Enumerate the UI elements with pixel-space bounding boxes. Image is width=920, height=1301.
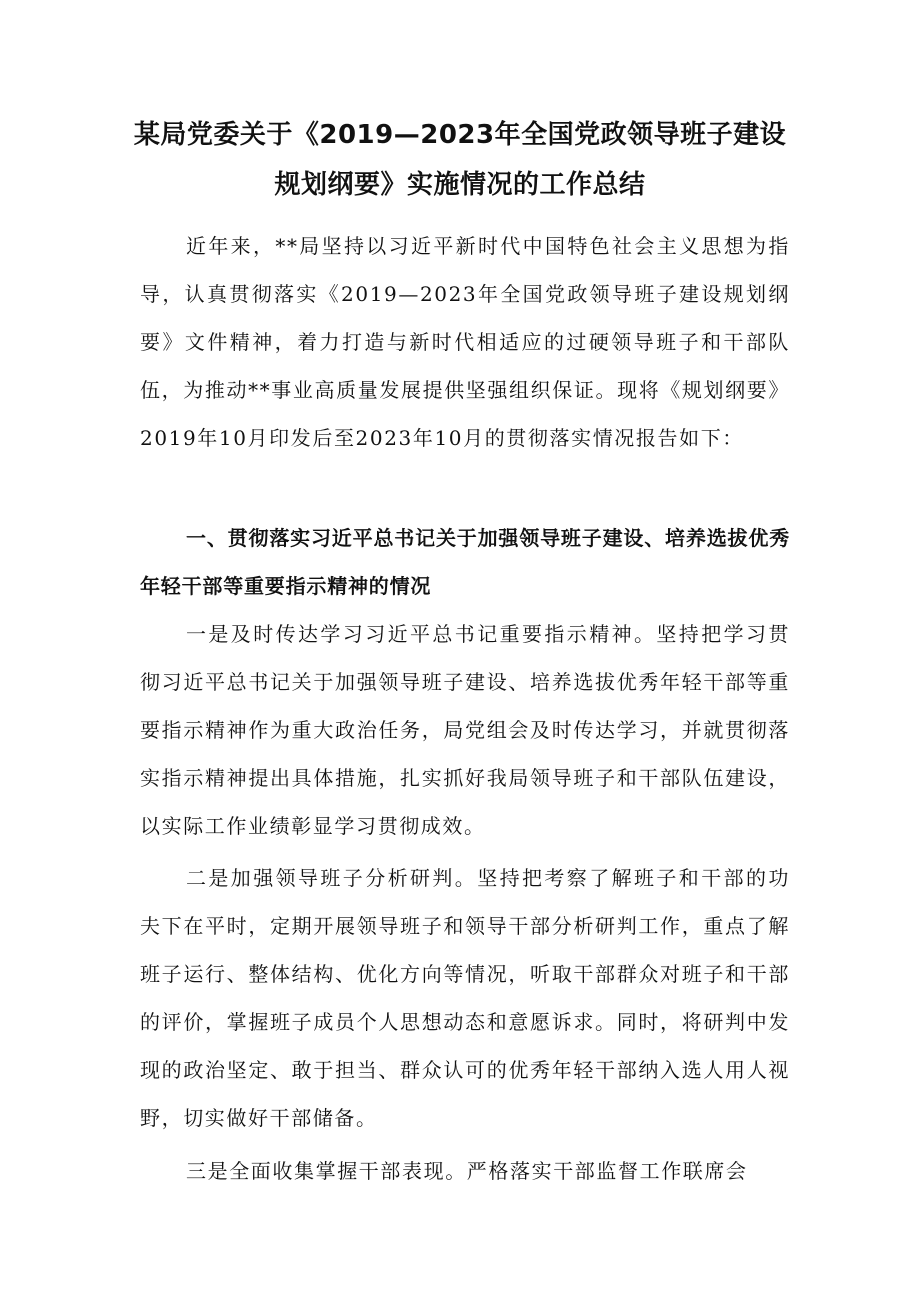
paragraph-1: 一是及时传达学习习近平总书记重要指示精神。坚持把学习贯彻习近平总书记关于加强领导班子建设、培养选拔优秀年轻干部等重要指示精神作为重大政治任务，局党组会及时传达学习，并就贯彻落实指示精神提出具体措施，扎实抓好我局领导班子和干部队伍建设，以实际工作业绩彰显学习贯彻成效。 [140, 622, 790, 838]
intro-paragraph: 近年来，**局坚持以习近平新时代中国特色社会主义思想为指导，认真贯彻落实《2019—2023年全国党政领导班子建设规划纲要》文件精神，着力打造与新时代相适应的过硬领导班子和干部队伍，为推动**事业高质量发展提供坚强组织保证。现将《规划纲要》2019年10月印发后至2023年10月的贯彻落实情况报告如下： [140, 234, 790, 450]
title-line-1: 某局党委关于《2019—2023年全国党政领导班子建设 [133, 120, 787, 150]
section-heading-1: 一、贯彻落实习近平总书记关于加强领导班子建设、培养选拔优秀年轻干部等重要指示精神的情况 [140, 526, 790, 598]
paragraph-3: 三是全面收集掌握干部表现。严格落实干部监督工作联席会 [186, 1159, 748, 1183]
title-line-2: 规划纲要》实施情况的工作总结 [274, 170, 646, 200]
document-title [130, 110, 790, 210]
paragraph-2: 二是加强领导班子分析研判。坚持把考察了解班子和干部的功夫下在平时，定期开展领导班子和领导干部分析研判工作，重点了解班子运行、整体结构、优化方向等情况，听取干部群众对班子和干部的评价，掌握班子成员个人思想动态和意愿诉求。同时，将研判中发现的政治坚定、敢于担当、群众认可的优秀年轻干部纳入选人用人视野，切实做好干部储备。 [140, 866, 790, 1130]
